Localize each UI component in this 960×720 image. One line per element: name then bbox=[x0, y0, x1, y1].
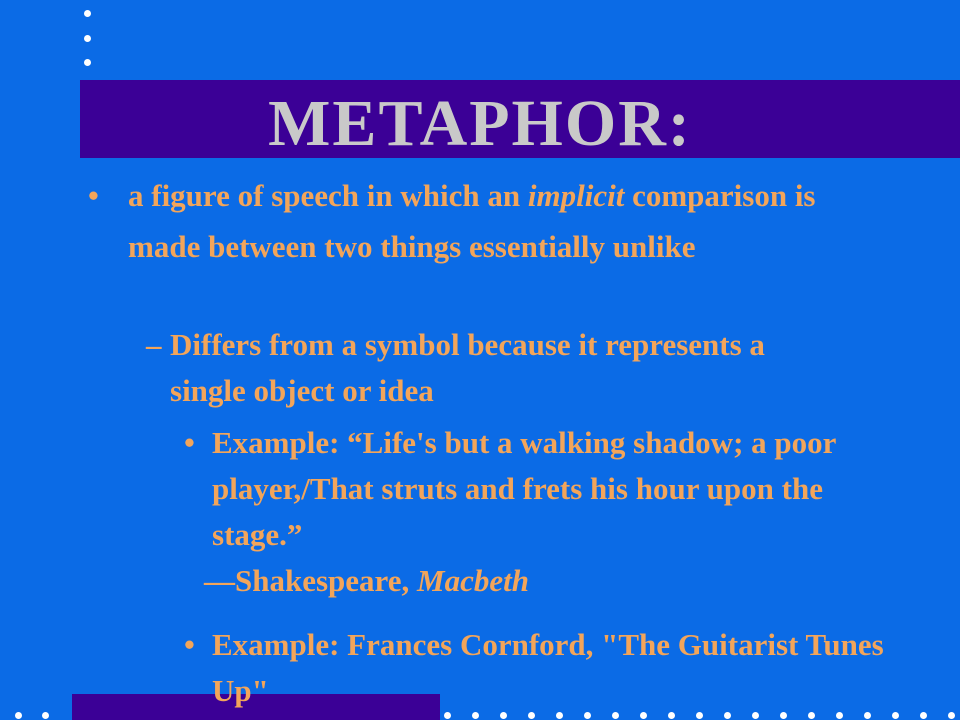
dot-icon bbox=[84, 10, 91, 17]
dot-icon bbox=[84, 35, 91, 42]
attribution-prefix: —Shakespeare, bbox=[204, 563, 418, 598]
dash-marker: – bbox=[146, 327, 162, 362]
bullet-marker: • bbox=[184, 627, 195, 662]
bullet-marker: • bbox=[184, 425, 195, 460]
definition-emphasis: implicit bbox=[527, 178, 625, 213]
definition-text-start: a figure of speech in which an bbox=[128, 178, 528, 213]
cornford-example-text: Example: Frances Cornford, "The Guitarist Tunes Up" bbox=[212, 627, 884, 708]
symbol-difference-text: Differs from a symbol because it represents a single object or idea bbox=[170, 327, 765, 408]
dot-icon bbox=[948, 712, 955, 719]
dot-icon bbox=[84, 59, 91, 66]
slide-title: METAPHOR: bbox=[268, 87, 692, 160]
dot-icon bbox=[42, 712, 49, 719]
definition-text bbox=[128, 170, 888, 272]
shakespeare-example-text bbox=[204, 420, 902, 604]
definition-text-end: comparison is made between two things essentially unlike bbox=[128, 178, 816, 264]
attribution-title: Macbeth bbox=[417, 563, 529, 598]
shakespeare-quote: Example: “Life's but a walking shadow; a poor player,/That struts and frets his hour upon the stage.” bbox=[212, 425, 836, 552]
bullet-marker: • bbox=[88, 178, 99, 213]
dot-icon bbox=[15, 712, 22, 719]
shakespeare-attribution bbox=[204, 558, 902, 604]
dot-icon bbox=[920, 712, 927, 719]
